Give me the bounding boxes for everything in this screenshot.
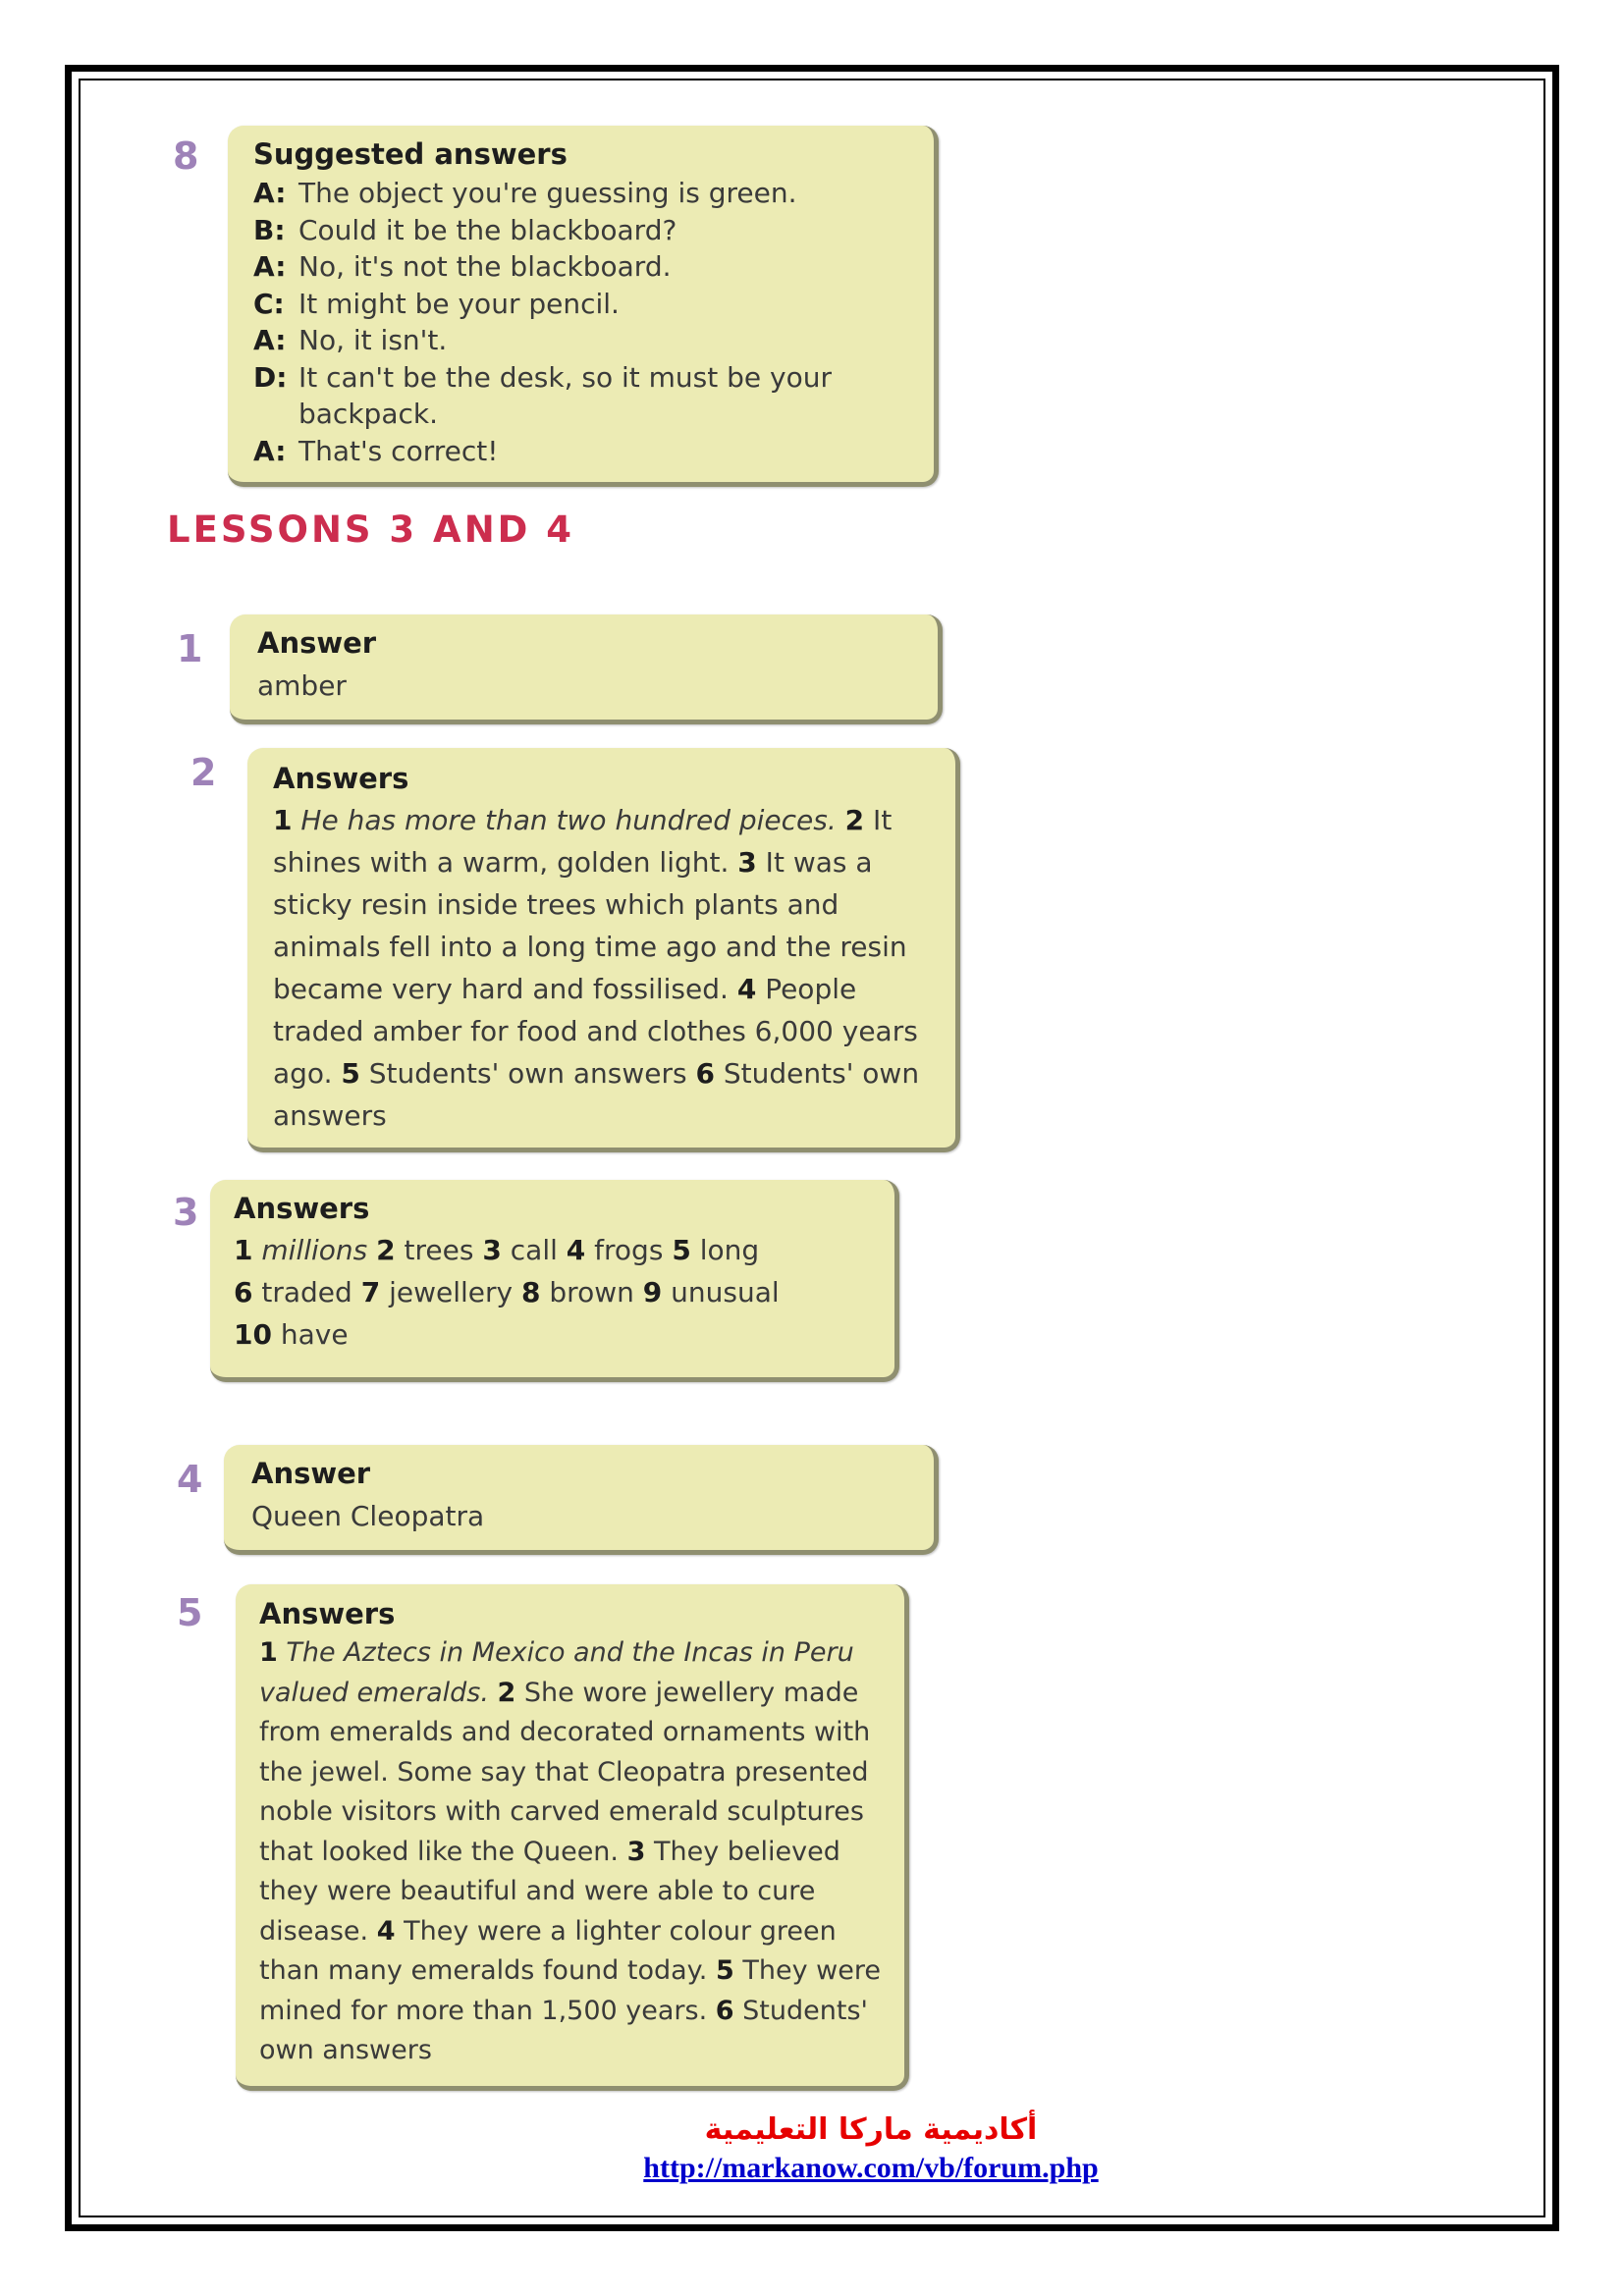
answer-number: 1 — [273, 804, 293, 836]
speaker-label: B: — [253, 213, 286, 246]
answer-number: 7 — [360, 1276, 381, 1308]
answer-item: brown — [540, 1276, 634, 1308]
exercise-number-8: 8 — [173, 134, 199, 178]
answer-number: 4 — [736, 973, 757, 1005]
answer-item: trees — [395, 1234, 474, 1266]
answers-paragraph — [234, 1229, 873, 1356]
answer-number: 10 — [234, 1318, 272, 1351]
answer-box-1 — [230, 614, 943, 724]
answer-item: frogs — [585, 1234, 664, 1266]
dialogue-text: It can't be the desk, so it must be your backpack. — [298, 360, 832, 430]
speaker-label: A: — [253, 434, 287, 467]
answer-item: They believed they were beautiful and were able to cure disease. — [259, 1836, 840, 1947]
dialogue-line — [253, 286, 910, 323]
answer-number: 3 — [626, 1836, 646, 1867]
answer-text: amber — [257, 669, 347, 702]
answer-number: 6 — [695, 1057, 715, 1090]
answer-item: The Aztecs in Mexico and the Incas in Peru valued emeralds. — [259, 1637, 854, 1708]
answers-paragraph — [259, 1633, 883, 2071]
box-heading: Suggested answers — [253, 137, 568, 171]
dialogue-text: No, it isn't. — [298, 324, 448, 356]
answer-number: 9 — [642, 1276, 663, 1308]
answer-number: 8 — [521, 1276, 541, 1308]
answer-item: She wore jewellery made from emeralds and decorated ornaments with the jewel. Some say that Cleopatra presented noble visitors with carved emerald sculptures that looked like the Queen. — [259, 1677, 871, 1867]
speaker-label: D: — [253, 360, 288, 394]
speaker-label: C: — [253, 287, 285, 320]
answer-item: It shines with a warm, golden light. — [273, 804, 893, 879]
answer-item: have — [271, 1318, 349, 1351]
dialogue-text: That's correct! — [298, 434, 499, 467]
lessons-title: LESSONS 3 AND 4 — [167, 508, 574, 551]
exercise-number-3: 3 — [173, 1191, 199, 1234]
answer-number: 6 — [234, 1276, 253, 1308]
dialogue-text: No, it's not the blackboard. — [298, 250, 672, 283]
answer-item: They were a lighter colour green than many emeralds found today. — [259, 1915, 837, 1986]
answer-number: 2 — [376, 1234, 396, 1266]
answer-item: Students' own answers — [273, 1057, 920, 1132]
dialogue-line — [253, 359, 910, 433]
answer-number: 3 — [482, 1234, 502, 1266]
footer-academy-name: أكاديمية ماركا التعليمية — [704, 2112, 1038, 2147]
speaker-label: A: — [253, 177, 287, 209]
answer-item: Students' own answers — [259, 1995, 868, 2065]
suggested-answers-box — [228, 126, 939, 487]
answer-number: 6 — [715, 1995, 734, 2026]
dialogue-text: It might be your pencil. — [298, 287, 620, 320]
speaker-label: A: — [253, 250, 287, 283]
answer-box-3 — [210, 1180, 899, 1382]
answer-number: 4 — [566, 1234, 586, 1266]
answer-item: traded — [252, 1276, 352, 1308]
dialogue-line — [253, 175, 910, 212]
dialogue-line — [253, 433, 910, 470]
box-heading: Answers — [234, 1192, 370, 1225]
dialogue-list — [253, 175, 910, 469]
answer-item: It was a sticky resin inside trees which plants and animals fell into a long time ago and the resin became very hard and fossilised. — [273, 846, 907, 1005]
answer-item: Students' own answers — [359, 1057, 687, 1090]
answer-number: 2 — [844, 804, 865, 836]
answer-number: 2 — [497, 1677, 516, 1708]
speaker-label: A: — [253, 324, 287, 356]
answer-number: 3 — [737, 846, 757, 879]
answer-number: 5 — [715, 1955, 734, 1986]
box-heading: Answers — [259, 1597, 396, 1630]
answer-item: unusual — [662, 1276, 780, 1308]
answer-number: 1 — [234, 1234, 253, 1266]
answer-text: Queen Cleopatra — [251, 1500, 485, 1532]
answer-item: millions — [252, 1234, 368, 1266]
exercise-number-4: 4 — [177, 1458, 203, 1501]
dialogue-text: The object you're guessing is green. — [298, 177, 797, 209]
box-heading: Answer — [251, 1457, 371, 1490]
footer-forum-link[interactable]: http://markanow.com/vb/forum.php — [643, 2152, 1099, 2184]
answer-item: long — [690, 1234, 760, 1266]
answer-item: People traded amber for food and clothes 6,000 years ago. — [273, 973, 918, 1090]
answer-box-2 — [247, 748, 960, 1152]
exercise-number-1: 1 — [177, 627, 203, 670]
answer-box-4 — [224, 1445, 939, 1555]
answer-item: call — [501, 1234, 558, 1266]
answer-number: 4 — [376, 1915, 396, 1947]
answer-box-5 — [236, 1584, 909, 2091]
exercise-number-2: 2 — [190, 751, 217, 794]
dialogue-line — [253, 322, 910, 359]
answer-number: 5 — [672, 1234, 691, 1266]
dialogue-line — [253, 212, 910, 249]
box-heading: Answers — [273, 762, 409, 795]
box-heading: Answer — [257, 626, 377, 660]
dialogue-text: Could it be the blackboard? — [298, 213, 677, 246]
dialogue-line — [253, 248, 910, 286]
answer-item: jewellery — [380, 1276, 514, 1308]
exercise-number-5: 5 — [177, 1591, 203, 1634]
answer-item: They were mined for more than 1,500 years. — [259, 1955, 881, 2026]
answer-item: He has more than two hundred pieces. — [292, 804, 837, 836]
answer-number: 1 — [259, 1637, 278, 1668]
answers-paragraph — [273, 799, 934, 1137]
answer-number: 5 — [341, 1057, 360, 1090]
